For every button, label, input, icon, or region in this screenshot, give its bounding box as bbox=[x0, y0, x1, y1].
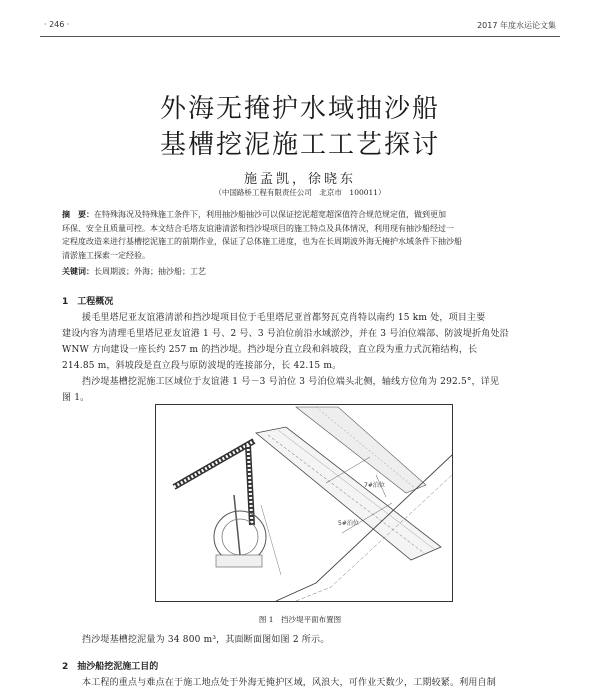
authors: 施孟凯，徐晓东 bbox=[243, 172, 356, 187]
barrier-strut bbox=[234, 495, 240, 555]
affiliation: （中国路桥工程有限责任公司 北京市 100011） bbox=[214, 188, 386, 197]
section-2-paragraph: 本工程的重点与难点在于施工地点处于外海无掩护区域，风浪大，可作业天数少，工期较紧。利用自制 bbox=[82, 678, 497, 688]
section-2-heading: 2 抽沙船挖泥施工目的 bbox=[62, 662, 159, 672]
barrier-head bbox=[216, 555, 262, 567]
abstract-line: 清淤施工探索一定经验。 bbox=[62, 250, 150, 260]
abstract-line: 摘 要：在特殊海况及特殊施工条件下，利用抽沙船抽沙可以保证挖泥超宽超深值符合规范规定值，做到更加 bbox=[62, 209, 446, 219]
keywords: 关键词：长周期波；外海；抽沙船；工艺 bbox=[62, 266, 206, 276]
guide-line bbox=[261, 505, 281, 575]
title-line-2: 基槽挖泥施工工艺探讨 bbox=[159, 130, 440, 160]
page-number: · 246 · bbox=[44, 20, 70, 29]
keywords-label: 关键词： bbox=[62, 266, 94, 276]
header-rule bbox=[40, 36, 560, 37]
berth-label-7: 7#泊位 bbox=[364, 482, 385, 489]
shoreline-outer bbox=[276, 455, 452, 601]
layout-plan-drawing bbox=[156, 405, 452, 601]
abstract-line: 定程度改造来进行基槽挖泥施工的前期作业，保证了总体施工进度，也为在长周期波外海无掩护水域条件下抽沙船 bbox=[62, 237, 462, 246]
section-1-paragraph-2: 挡沙堤基槽挖泥施工区域位于友谊港 1 号－3 号泊位 3 号泊位端头北侧，轴线方位角为 292.5°，详见 图 1。 bbox=[62, 377, 500, 403]
journal-name: 2017 年度水运论文集 bbox=[477, 21, 556, 30]
berth-label-5: 5#泊位 bbox=[338, 520, 359, 527]
section-1-paragraph-1: 援毛里塔尼亚友谊港清淤和挡沙堤项目位于毛里塔尼亚首都努瓦克肖特以南约 15 km 处，项目主要 建设内容为清理毛里塔尼亚友谊港 1 号、2 号、3 号泊位前沿水域淤沙，并在 3 号泊位端部、防波堤折角处沿 WNW 方向建设一座长约 257 m 的挡沙堤。挡沙堤分直立段和斜坡段，直立段为重力式沉箱结构，长 214.85 m，斜坡段是直立段与原防波堤的连接部分，长 42.15 m。 bbox=[62, 313, 509, 371]
after-figure-paragraph: 挡沙堤基槽挖泥量为 34 800 m³，其面断面图如图 2 所示。 bbox=[82, 635, 330, 645]
figure-1-layout-plan bbox=[155, 404, 453, 602]
section-1-heading: 1 工程概况 bbox=[62, 297, 114, 307]
title-line-1: 外海无掩护水域抽沙船 bbox=[159, 94, 440, 124]
figure-1-caption: 图 1 挡沙堤平面布置图 bbox=[258, 615, 342, 624]
abstract-label: 摘 要： bbox=[62, 209, 94, 219]
sand-barrier-structure bbox=[174, 441, 266, 567]
abstract bbox=[62, 208, 540, 262]
abstract-line: 环保、安全且质量可控。本文结合毛塔友谊港清淤和挡沙堤项目的施工特点及具体情况，利用现有抽沙船经过一 bbox=[62, 223, 454, 233]
